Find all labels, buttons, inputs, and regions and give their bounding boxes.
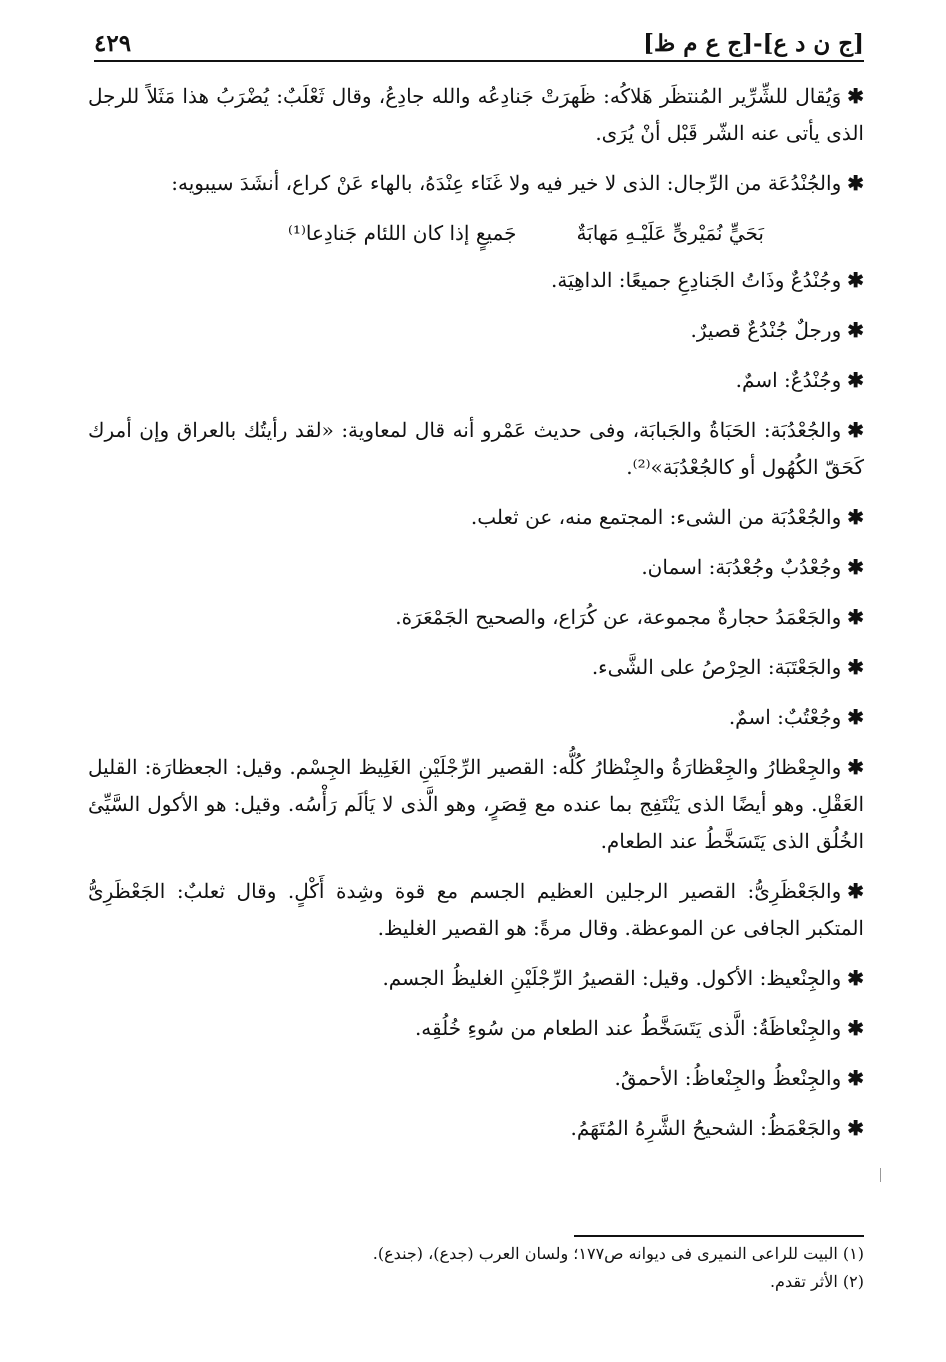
entry bbox=[88, 873, 864, 947]
star-marker-icon: ✱ bbox=[847, 755, 864, 779]
entry-text: والجِنْعيظ: الأكول. وقيل: القصيرُ الرِّجْلَيْنِ الغليظُ الجسم. bbox=[382, 966, 842, 990]
entry bbox=[88, 262, 864, 299]
star-marker-icon: ✱ bbox=[847, 1116, 864, 1140]
entry bbox=[88, 412, 864, 486]
paragraph-text: والجُنْدُعَة من الرِّجال: الذى لا خير فيه ولا غَنَاء عِنْدَهُ، بالهاء عَنْ كراع، أنشَدَ سيبويه: bbox=[171, 171, 842, 195]
header-rule bbox=[94, 60, 864, 62]
star-marker-icon: ✱ bbox=[847, 318, 864, 342]
entry-text: وجُنْدُعٌ: اسمٌ. bbox=[735, 368, 842, 392]
entry-text: والجُعْدُبَة: الحَبَاةُ والجَبابَة، وفى حديث عَمْرو أنه قال لمعاوية: «لقد رأيتُك بالعراق وإن أمرك كَحَقّ الكُهُول أو كالجُعْدُبَة»⁽²⁾. bbox=[88, 418, 864, 479]
star-marker-icon: ✱ bbox=[847, 368, 864, 392]
entry-text: والجِنْعاظَةُ: الَّذى يَتَسَخَّطُ عند الطعام من سُوءِ خُلُقِه. bbox=[414, 1016, 842, 1040]
star-marker-icon: ✱ bbox=[847, 1066, 864, 1090]
poetry-verse bbox=[88, 215, 864, 252]
entry bbox=[88, 1010, 864, 1047]
entry bbox=[88, 1110, 864, 1147]
entry bbox=[88, 699, 864, 736]
verse-left-hemistich: جَميعٍ إذا كان اللئام جَنادِعا⁽¹⁾ bbox=[288, 221, 517, 245]
margin-mark bbox=[880, 1168, 881, 1182]
star-marker-icon: ✱ bbox=[847, 705, 864, 729]
star-marker-icon: ✱ bbox=[847, 879, 864, 903]
paragraph bbox=[88, 165, 864, 202]
footnotes bbox=[88, 1240, 864, 1296]
entry-text: وجُعْتُبٌ: اسمٌ. bbox=[728, 705, 842, 729]
entry bbox=[88, 749, 864, 860]
verse-right-hemistich: بَحَيٍّ نُمَيْرىٍّ عَلَيْـهِ مَهابَةٌ bbox=[576, 221, 764, 245]
footnote: (١) البيت للراعى النميرى فى ديوانه ص١٧٧؛ ولسان العرب (جدع)، (جندع). bbox=[372, 1244, 864, 1263]
paragraph bbox=[88, 78, 864, 152]
entry-text: والجَعْتَبَة: الحِرْصُ على الشَّىء. bbox=[591, 655, 842, 679]
star-marker-icon: ✱ bbox=[847, 1016, 864, 1040]
star-marker-icon: ✱ bbox=[847, 605, 864, 629]
entry bbox=[88, 960, 864, 997]
page-header bbox=[94, 22, 864, 62]
entry-text: وجُنْدُعٌ وذَاتُ الجَنادِعِ جميعًا: الداهِيَة. bbox=[551, 268, 842, 292]
entry-text: والجِعْظارُ والجِعْظارَةُ والجِنْظارُ كُلُّه: القصير الرِّجْلَيْنِ الغَلِيظ الجِسْم. وقيل: الجعظارَة: القليل العَقْلِ. وهو أيضًا الذى يَنْتَفِج بما عنده مع قِصَرٍ، وهو الَّذى لا يَألَم رَأْسُه. وقيل: هو الأكول السَّيِّئ الخُلُق الذى يَتَسَخَّطُ عند الطعام. bbox=[88, 755, 865, 853]
star-marker-icon: ✱ bbox=[847, 418, 864, 442]
paragraph-text: وَيُقال للشِّرِّير المُنتظَر هَلاكُه: ظَهرَتْ جَنادِعُه والله جادِعُ، وقال ثَعْلَبٌ: يُضْرَبُ هذا مَثَلاً للرجل الذى يأتى عنه الشّر قَبْل أنْ يُرَى. bbox=[88, 84, 864, 145]
entry bbox=[88, 1060, 864, 1097]
star-marker-icon: ✱ bbox=[847, 84, 864, 108]
page-number: ٤٢٩ bbox=[94, 30, 132, 57]
entry-text: والجَعْظَرِىُّ: القصير الرجلين العظيم الجسم مع قوة وشِدة أَكْلٍ. وقال ثعلبٌ: الجَعْظَرِىُّ المتكبر الجافى عن الموعظة. وقال مرةً: هو القصير الغليظ. bbox=[88, 879, 864, 940]
footnote: (٢) الأثر تقدم. bbox=[769, 1272, 864, 1291]
main-text bbox=[88, 78, 864, 1160]
entry bbox=[88, 499, 864, 536]
star-marker-icon: ✱ bbox=[847, 171, 864, 195]
star-marker-icon: ✱ bbox=[847, 655, 864, 679]
entry-text: والجَعْمَظُ: الشحيحُ الشَّرِهُ المُتَهَمُ. bbox=[570, 1116, 842, 1140]
entry bbox=[88, 312, 864, 349]
entry bbox=[88, 599, 864, 636]
entry-text: ورجلٌ جُنْدُعٌ قصيرٌ. bbox=[690, 318, 842, 342]
entry bbox=[88, 649, 864, 686]
entry-text: والجَعْمَدُ حجارةٌ مجموعة، عن كُرَاع، والصحيح الجَمْعَرَة. bbox=[395, 605, 842, 629]
footnote-rule bbox=[574, 1235, 864, 1237]
entry-text: وجُعْدُبٌ وجُعْدُبَة: اسمان. bbox=[641, 555, 842, 579]
star-marker-icon: ✱ bbox=[847, 555, 864, 579]
star-marker-icon: ✱ bbox=[847, 505, 864, 529]
entry bbox=[88, 362, 864, 399]
star-marker-icon: ✱ bbox=[847, 268, 864, 292]
entry-text: والجِنْعظُ والجِنْعاظُ: الأحمقُ. bbox=[614, 1066, 842, 1090]
entry bbox=[88, 549, 864, 586]
star-marker-icon: ✱ bbox=[847, 966, 864, 990]
entry-text: والجُعْدُبَة من الشىء: المجتمع منه، عن ثعلب. bbox=[470, 505, 842, 529]
running-title: [ج ن د ع]-[ج ع م ظ] bbox=[643, 30, 864, 57]
